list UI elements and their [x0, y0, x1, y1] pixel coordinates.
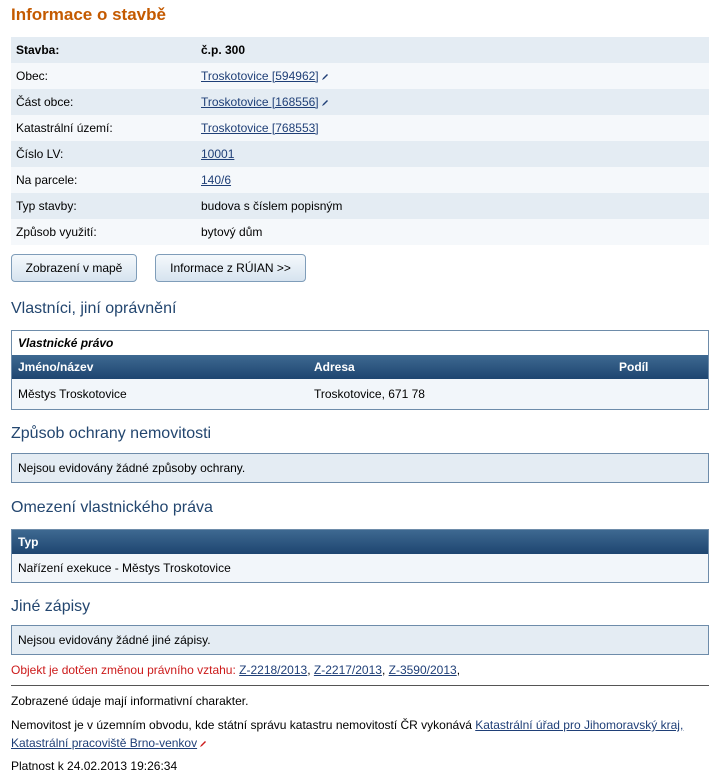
owners-header-row	[12, 355, 708, 379]
protection-heading: Způsob ochrany nemovitosti	[11, 425, 212, 442]
info-row	[11, 193, 709, 219]
col-type-header: Typ	[18, 535, 39, 549]
ruian-info-button[interactable]: Informace z RÚIAN >>	[155, 254, 306, 282]
col-name-header: Jméno/název	[18, 360, 94, 374]
info-row	[11, 115, 709, 141]
cadastral-office-link[interactable]: Katastrální úřad pro Jihomoravský kraj, Katastrální pracoviště Brno-venkov	[11, 718, 684, 750]
pencil-icon	[199, 740, 207, 748]
show-on-map-button[interactable]: Zobrazení v mapě	[11, 254, 137, 282]
info-label: Typ stavby:	[11, 193, 196, 219]
restriction-heading: Omezení vlastnického práva	[11, 499, 213, 516]
info-label: Katastrální území:	[11, 115, 196, 141]
info-value-cell	[196, 167, 709, 193]
info-row	[11, 63, 709, 89]
page-title: Informace o stavbě	[11, 5, 166, 24]
owners-table	[11, 330, 709, 410]
legal-change-notice: Objekt je dotčen změnou právního vztahu: Z-2218/2013, Z-2217/2013, Z-3590/2013,	[11, 663, 461, 677]
info-value-link[interactable]: Troskotovice [594962]	[201, 69, 319, 83]
info-row	[11, 167, 709, 193]
protection-text: Nejsou evidovány žádné způsoby ochrany.	[12, 454, 708, 482]
info-label: Obec:	[11, 63, 196, 89]
building-info-table	[11, 37, 709, 245]
ownership-right-subheading: Vlastnické právo	[12, 331, 708, 355]
info-value-link[interactable]: 140/6	[201, 173, 232, 187]
table-row	[12, 379, 708, 409]
other-entries-heading: Jiné zápisy	[11, 598, 91, 615]
info-value-cell	[196, 219, 709, 245]
legal-change-label: Objekt je dotčen změnou právního vztahu:	[11, 663, 236, 677]
info-value-link[interactable]: Troskotovice [168556]	[201, 95, 319, 109]
info-value-link[interactable]: 10001	[201, 147, 235, 161]
change-link-3[interactable]: Z-3590/2013	[388, 663, 457, 677]
change-link-2[interactable]: Z-2217/2013	[313, 663, 382, 677]
restriction-header-row	[12, 530, 708, 554]
info-disclaimer: Zobrazené údaje mají informativní charakter.	[11, 694, 249, 708]
table-row	[12, 554, 708, 582]
info-value-link[interactable]: Troskotovice [768553]	[201, 121, 319, 135]
owner-address: Troskotovice, 671 78	[314, 387, 425, 401]
owners-heading: Vlastníci, jiní oprávnění	[11, 300, 177, 317]
protection-box	[11, 453, 709, 483]
info-label: Stavba:	[11, 37, 196, 63]
info-label: Část obce:	[11, 89, 196, 115]
info-label: Na parcele:	[11, 167, 196, 193]
info-value-cell	[196, 115, 709, 141]
info-label: Způsob využití:	[11, 219, 196, 245]
office-prefix: Nemovitost je v územním obvodu, kde státní správu katastru nemovitostí ČR vykonává	[11, 718, 472, 732]
validity-date: Platnost k 24.02.2013 19:26:34	[11, 759, 178, 773]
info-row	[11, 89, 709, 115]
info-value: bytový dům	[201, 225, 263, 239]
col-share-header: Podíl	[619, 360, 649, 374]
info-value: budova s číslem popisným	[201, 199, 343, 213]
divider	[11, 685, 709, 686]
restriction-table	[11, 529, 709, 583]
info-value: č.p. 300	[201, 43, 246, 57]
other-entries-box	[11, 625, 709, 655]
info-row	[11, 219, 709, 245]
col-address-header: Adresa	[314, 360, 355, 374]
info-row	[11, 37, 709, 63]
cadastral-office-note	[11, 716, 709, 752]
pencil-icon[interactable]	[321, 99, 329, 107]
info-value-cell	[196, 63, 709, 89]
info-label: Číslo LV:	[11, 141, 196, 167]
restriction-type: Nařízení exekuce - Městys Troskotovice	[18, 561, 231, 575]
info-value-cell	[196, 89, 709, 115]
info-row	[11, 141, 709, 167]
change-link-1[interactable]: Z-2218/2013	[239, 663, 308, 677]
other-entries-text: Nejsou evidovány žádné jiné zápisy.	[12, 626, 708, 654]
info-value-cell	[196, 37, 709, 63]
owner-name: Městys Troskotovice	[18, 387, 127, 401]
info-value-cell	[196, 193, 709, 219]
pencil-icon[interactable]	[321, 73, 329, 81]
info-value-cell	[196, 141, 709, 167]
